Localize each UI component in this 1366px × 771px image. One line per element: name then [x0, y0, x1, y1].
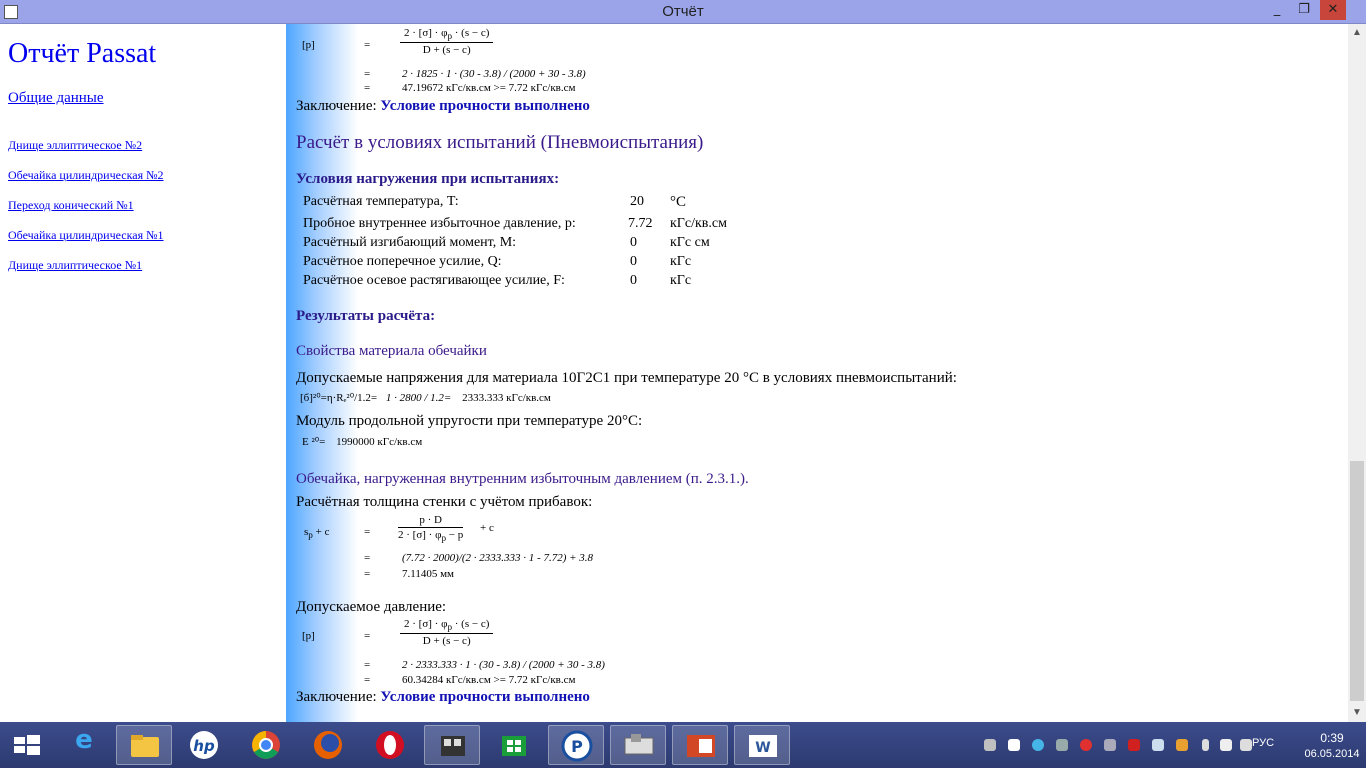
store-icon[interactable] — [486, 725, 542, 765]
formula-fraction: $\frac{p \cdot D}{2 \cdot [\sigma] \cdot \varphi_p - p}$ — [398, 514, 464, 544]
condition-value: 20 — [630, 194, 644, 209]
formula-equals: = — [364, 568, 371, 580]
thickness-text: Расчётная толщина стенки с учётом прибавок: — [296, 494, 593, 510]
internet-explorer-icon[interactable]: e — [75, 725, 93, 755]
formula-calculation: 2 · 1825 · 1 · (30 - 3.8) / (2000 + 30 - 3.8) — [402, 68, 586, 80]
formula-label: [p] — [302, 39, 315, 51]
modulus-text: Модуль продольной упругости при температуре 20°C: — [296, 413, 643, 429]
condition-label: Пробное внутреннее избыточное давление, p: — [303, 216, 576, 231]
nav-link-elliptical-head-2[interactable]: Днище эллиптическое №2 — [8, 138, 143, 152]
close-button[interactable]: ✕ — [1320, 0, 1346, 20]
formula-result: 47.19672 кГс/кв.см >= 7.72 кГс/кв.см — [402, 82, 576, 94]
word-icon[interactable] — [734, 725, 790, 765]
file-explorer-icon[interactable] — [116, 725, 172, 765]
condition-unit: °C — [670, 194, 687, 210]
firefox-icon[interactable] — [300, 725, 356, 765]
condition-unit: кГс см — [670, 235, 710, 250]
conclusion: Заключение: Условие прочности выполнено — [296, 689, 590, 705]
condition-value: 0 — [630, 235, 637, 250]
start-icon[interactable] — [0, 725, 56, 765]
condition-label: Расчётный изгибающий момент, M: — [303, 235, 517, 250]
network-icon[interactable] — [984, 739, 996, 751]
formula-equals: = — [364, 68, 371, 80]
condition-value: 0 — [630, 273, 637, 288]
battery-icon[interactable] — [1202, 739, 1209, 751]
formula-equals: = — [364, 82, 371, 94]
formula-equals: = — [364, 630, 371, 642]
window-titlebar — [0, 0, 1366, 24]
formula-equals: = — [364, 552, 371, 564]
nav-link-cylindrical-shell-1[interactable]: Обечайка цилиндрическая №1 — [8, 228, 164, 242]
condition-label: Расчётное поперечное усилие, Q: — [303, 254, 502, 269]
formula-equals: = — [364, 526, 371, 538]
bluetooth-icon[interactable] — [1104, 739, 1116, 751]
nav-link-elliptical-head-1[interactable]: Днище эллиптическое №1 — [8, 258, 143, 272]
general-data-link[interactable]: Общие данные — [8, 90, 104, 106]
formula-calculation: 2 · 2333.333 · 1 · (30 - 3.8) / (2000 + 30 - 3.8) — [402, 659, 605, 671]
tray-app-icon[interactable] — [1032, 739, 1044, 751]
window-title: Отчёт — [662, 3, 704, 20]
formula-equals: = — [364, 674, 371, 686]
pressure-text: Допускаемое давление: — [296, 599, 447, 615]
formula-label: [p] — [302, 630, 315, 642]
tray-app-icon[interactable] — [1056, 739, 1068, 751]
formula-result: 7.11405 мм — [402, 568, 455, 580]
nav-link-conical-transition-1[interactable]: Переход конический №1 — [8, 198, 134, 212]
condition-label: Расчётное осевое растягивающее усилие, F: — [303, 273, 565, 288]
conclusion: Заключение: Условие прочности выполнено — [296, 98, 590, 114]
hp-icon[interactable] — [176, 725, 232, 765]
shell-section-title: Обечайка, нагруженная внутренним избыточным давлением (п. 2.3.1.). — [296, 471, 749, 487]
condition-unit: кГс — [670, 273, 692, 288]
formula-equals: = — [364, 39, 371, 51]
condition-unit: кГс/кв.см — [670, 216, 727, 231]
report-navigation — [0, 24, 286, 722]
signal-icon[interactable] — [1220, 739, 1232, 751]
formula-result: 60.34284 кГс/кв.см >= 7.72 кГс/кв.см — [402, 674, 576, 686]
report-content — [286, 24, 1348, 722]
load-conditions-title: Условия нагружения при испытаниях: — [296, 171, 560, 187]
svg-text:hp: hp — [193, 737, 215, 755]
allowable-formula: [б]²⁰=η·Rₑ²⁰/1.2= 1 · 2800 / 1.2= 2333.333 кГс/кв.см — [300, 392, 551, 404]
formula-calculation: (7.72 · 2000)/(2 · 2333.333 · 1 - 7.72) + 3.8 — [402, 552, 594, 564]
scroll-down-icon[interactable]: ▼ — [1352, 707, 1362, 718]
test-section-title: Расчёт в условиях испытаний (Пневмоиспытания) — [296, 132, 704, 153]
powerpoint-icon[interactable] — [672, 725, 728, 765]
snowflake-icon[interactable] — [1152, 739, 1164, 751]
clock-date[interactable]: 06.05.2014 — [1304, 748, 1360, 760]
clock-time[interactable]: 0:39 — [1320, 731, 1344, 745]
condition-label: Расчётная температура, T: — [303, 194, 459, 209]
condition-unit: кГс — [670, 254, 692, 269]
app-title: Отчёт Passat — [8, 38, 157, 69]
svg-text:P: P — [571, 737, 583, 756]
volume-icon[interactable] — [1240, 739, 1252, 751]
formula-label: $s_p + c$ — [304, 526, 330, 541]
taskbar — [0, 722, 1366, 768]
tray-app-icon[interactable] — [1080, 739, 1092, 751]
results-title: Результаты расчёта: — [296, 308, 436, 324]
allowable-stress-text: Допускаемые напряжения для материала 10Г2С1 при температуре 20 °C в условиях пневмоиспытаний: — [296, 370, 957, 386]
pdf-icon[interactable] — [1128, 739, 1140, 751]
formula-plus-c: + c — [480, 522, 494, 534]
tray-app-icon[interactable] — [1176, 739, 1188, 751]
material-title: Свойства материала обечайки — [296, 343, 487, 359]
chrome-icon[interactable] — [238, 725, 294, 765]
condition-value: 0 — [630, 254, 637, 269]
vertical-scrollbar[interactable] — [1348, 24, 1366, 722]
minimize-button[interactable]: _ — [1273, 2, 1281, 17]
formula-equals: = — [364, 659, 371, 671]
app-icon-2[interactable] — [610, 725, 666, 765]
condition-value: 7.72 — [628, 216, 653, 231]
nav-link-cylindrical-shell-2[interactable]: Обечайка цилиндрическая №2 — [8, 168, 164, 182]
scrollbar-thumb[interactable] — [1350, 461, 1364, 701]
maximize-button[interactable]: ❐ — [1298, 2, 1310, 17]
system-tray — [980, 722, 1366, 768]
passat-icon[interactable] — [548, 725, 604, 765]
formula-fraction: $\frac{2 \cdot [\sigma] \cdot \varphi_p \cdot (s - c)}{D + (s - c)}$ — [400, 27, 493, 56]
svg-text:W: W — [755, 740, 771, 756]
formula-fraction: $\frac{2 \cdot [\sigma] \cdot \varphi_p \cdot (s - c)}{D + (s - c)}$ — [400, 618, 493, 647]
cloud-icon[interactable] — [1008, 739, 1020, 751]
app-icon[interactable] — [424, 725, 480, 765]
scroll-up-icon[interactable]: ▲ — [1352, 27, 1362, 38]
language-indicator[interactable]: РУС — [1252, 737, 1275, 749]
modulus-formula: E ²⁰= 1990000 кГс/кв.см — [302, 436, 423, 448]
opera-icon[interactable] — [362, 725, 418, 765]
